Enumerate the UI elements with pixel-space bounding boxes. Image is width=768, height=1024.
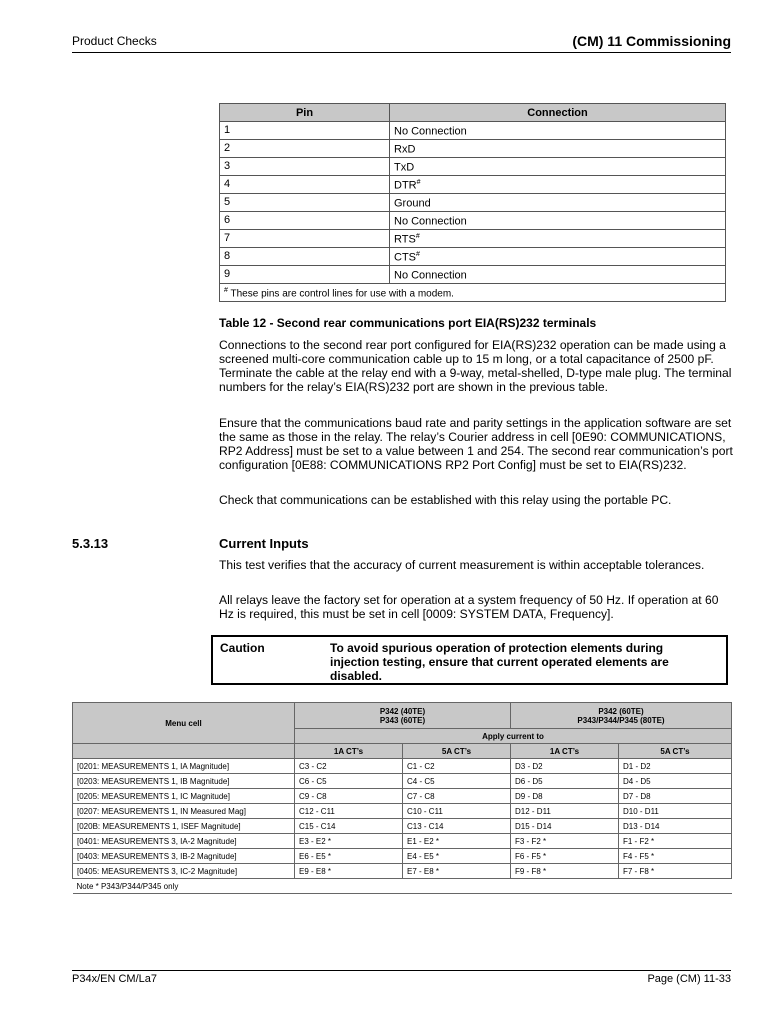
terminal-cell: C12 - C11 bbox=[295, 804, 403, 819]
caution-text: To avoid spurious operation of protection elements during injection testing, ensure that current operated elements are disabled. bbox=[330, 641, 669, 683]
table-note: Note * P343/P344/P345 only bbox=[73, 879, 732, 894]
pin-cell: 7 bbox=[220, 230, 390, 248]
table-row bbox=[220, 140, 726, 158]
pin-cell: 2 bbox=[220, 140, 390, 158]
terminal-cell: F7 - F8 * bbox=[619, 864, 732, 879]
header-rule bbox=[72, 52, 731, 53]
terminal-cell: D3 - D2 bbox=[511, 759, 619, 774]
column-header-menu-cell: Menu cell bbox=[73, 703, 295, 744]
table-note-row bbox=[73, 879, 732, 894]
terminal-cell: D1 - D2 bbox=[619, 759, 732, 774]
terminal-cell: F9 - F8 * bbox=[511, 864, 619, 879]
connection-cell: TxD bbox=[390, 158, 726, 176]
connection-cell: Ground bbox=[390, 194, 726, 212]
table-row bbox=[73, 759, 732, 774]
menu-cell: [0205: MEASUREMENTS 1, IC Magnitude] bbox=[73, 789, 295, 804]
connection-cell: No Connection bbox=[390, 266, 726, 284]
terminal-cell: F6 - F5 * bbox=[511, 849, 619, 864]
pin-cell: 4 bbox=[220, 176, 390, 194]
header-right: (CM) 11 Commissioning bbox=[572, 33, 731, 49]
pin-cell: 5 bbox=[220, 194, 390, 212]
table-row bbox=[220, 212, 726, 230]
table-row bbox=[220, 176, 726, 194]
table-header-row bbox=[73, 703, 732, 729]
terminal-cell: C1 - C2 bbox=[403, 759, 511, 774]
menu-cell: [0403: MEASUREMENTS 3, IB-2 Magnitude] bbox=[73, 849, 295, 864]
terminal-cell: D4 - D5 bbox=[619, 774, 732, 789]
terminal-cell: C7 - C8 bbox=[403, 789, 511, 804]
pin-cell: 6 bbox=[220, 212, 390, 230]
connection-cell: RTS# bbox=[390, 230, 726, 248]
terminal-cell: F4 - F5 * bbox=[619, 849, 732, 864]
column-header-5a: 5A CT’s bbox=[403, 744, 511, 759]
table-row bbox=[220, 122, 726, 140]
table-row bbox=[220, 158, 726, 176]
terminal-cell: D7 - D8 bbox=[619, 789, 732, 804]
connection-cell: RxD bbox=[390, 140, 726, 158]
header-left: Product Checks bbox=[72, 34, 157, 48]
menu-cell: [0405: MEASUREMENTS 3, IC-2 Magnitude] bbox=[73, 864, 295, 879]
paragraph: All relays leave the factory set for operation at a system frequency of 50 Hz. If operation at 60 Hz is required, this must be set in cell [0009: SYSTEM DATA, Frequency]. bbox=[219, 593, 719, 621]
pin-cell: 3 bbox=[220, 158, 390, 176]
table-row bbox=[220, 230, 726, 248]
table-row bbox=[73, 834, 732, 849]
terminal-cell: C3 - C2 bbox=[295, 759, 403, 774]
column-header-1a: 1A CT’s bbox=[511, 744, 619, 759]
terminal-cell: C4 - C5 bbox=[403, 774, 511, 789]
table-row bbox=[73, 804, 732, 819]
paragraph: Ensure that the communications baud rate and parity settings in the application software are set the same as those in the relay. The relay’s Courier address in cell [0E90: COMMUNICATIONS, RP2 Address] must be set to a value between 1 and 254. The second rear communication’s port configuration [0E88: COMMUNICATIONS RP2 Port Config] must be set to EIA(RS)232. bbox=[219, 416, 733, 472]
terminal-cell: D10 - D11 bbox=[619, 804, 732, 819]
pin-cell: 1 bbox=[220, 122, 390, 140]
column-group-header-2: P342 (60TE) P343/P344/P345 (80TE) bbox=[511, 703, 732, 729]
table-row bbox=[220, 266, 726, 284]
menu-cell: [0201: MEASUREMENTS 1, IA Magnitude] bbox=[73, 759, 295, 774]
column-header-pin: Pin bbox=[220, 104, 390, 122]
table-row bbox=[73, 819, 732, 834]
connection-cell: CTS# bbox=[390, 248, 726, 266]
blank-header bbox=[73, 744, 295, 759]
terminal-cell: E3 - E2 * bbox=[295, 834, 403, 849]
table-row bbox=[220, 194, 726, 212]
terminal-cell: D12 - D11 bbox=[511, 804, 619, 819]
paragraph: This test verifies that the accuracy of current measurement is within acceptable tolerances. bbox=[219, 558, 705, 572]
terminal-cell: E4 - E5 * bbox=[403, 849, 511, 864]
table-row bbox=[73, 774, 732, 789]
connection-cell: No Connection bbox=[390, 122, 726, 140]
menu-cell: [020B: MEASUREMENTS 1, ISEF Magnitude] bbox=[73, 819, 295, 834]
menu-cell: [0401: MEASUREMENTS 3, IA-2 Magnitude] bbox=[73, 834, 295, 849]
menu-cell: [0207: MEASUREMENTS 1, IN Measured Mag] bbox=[73, 804, 295, 819]
footer-rule bbox=[72, 970, 731, 971]
terminal-cell: E7 - E8 * bbox=[403, 864, 511, 879]
connection-cell: DTR# bbox=[390, 176, 726, 194]
table-note-row bbox=[220, 284, 726, 302]
terminal-cell: C13 - C14 bbox=[403, 819, 511, 834]
pin-cell: 8 bbox=[220, 248, 390, 266]
table-note: # These pins are control lines for use with a modem. bbox=[220, 284, 726, 302]
terminal-cell: D9 - D8 bbox=[511, 789, 619, 804]
footer-right: Page (CM) 11-33 bbox=[647, 973, 731, 985]
terminal-cell: C10 - C11 bbox=[403, 804, 511, 819]
menu-cell: [0203: MEASUREMENTS 1, IB Magnitude] bbox=[73, 774, 295, 789]
column-header-connection: Connection bbox=[390, 104, 726, 122]
apply-current-header: Apply current to bbox=[295, 729, 732, 744]
caution-label: Caution bbox=[220, 641, 265, 655]
table-caption: Table 12 - Second rear communications port EIA(RS)232 terminals bbox=[219, 316, 597, 330]
terminal-cell: E1 - E2 * bbox=[403, 834, 511, 849]
section-number: 5.3.13 bbox=[72, 536, 109, 551]
pin-table bbox=[219, 103, 726, 302]
terminal-cell: E6 - E5 * bbox=[295, 849, 403, 864]
column-header-5a: 5A CT’s bbox=[619, 744, 732, 759]
terminal-cell: F3 - F2 * bbox=[511, 834, 619, 849]
footer-left: P34x/EN CM/La7 bbox=[72, 973, 157, 985]
terminal-cell: D6 - D5 bbox=[511, 774, 619, 789]
section-title: Current Inputs bbox=[219, 536, 309, 551]
table-row bbox=[220, 248, 726, 266]
connection-cell: No Connection bbox=[390, 212, 726, 230]
paragraph: Check that communications can be established with this relay using the portable PC. bbox=[219, 493, 672, 507]
terminal-cell: C6 - C5 bbox=[295, 774, 403, 789]
pin-table-header bbox=[220, 104, 726, 122]
table-header-row bbox=[73, 744, 732, 759]
terminal-cell: C9 - C8 bbox=[295, 789, 403, 804]
terminal-cell: F1 - F2 * bbox=[619, 834, 732, 849]
measurement-table bbox=[72, 702, 732, 894]
terminal-cell: E9 - E8 * bbox=[295, 864, 403, 879]
column-header-1a: 1A CT’s bbox=[295, 744, 403, 759]
pin-cell: 9 bbox=[220, 266, 390, 284]
table-row bbox=[73, 789, 732, 804]
table-row bbox=[73, 864, 732, 879]
terminal-cell: D15 - D14 bbox=[511, 819, 619, 834]
caution-box bbox=[211, 635, 728, 685]
terminal-cell: C15 - C14 bbox=[295, 819, 403, 834]
column-group-header-1: P342 (40TE) P343 (60TE) bbox=[295, 703, 511, 729]
terminal-cell: D13 - D14 bbox=[619, 819, 732, 834]
paragraph: Connections to the second rear port configured for EIA(RS)232 operation can be made using a screened multi-core communication cable up to 15 m long, or a total capacitance of 2500 pF. Terminate the cable at the relay end with a 9-way, metal-shelled, D-type male plug. The terminal numbers for the relay’s EIA(RS)232 port are shown in the previous table. bbox=[219, 338, 732, 394]
table-row bbox=[73, 849, 732, 864]
